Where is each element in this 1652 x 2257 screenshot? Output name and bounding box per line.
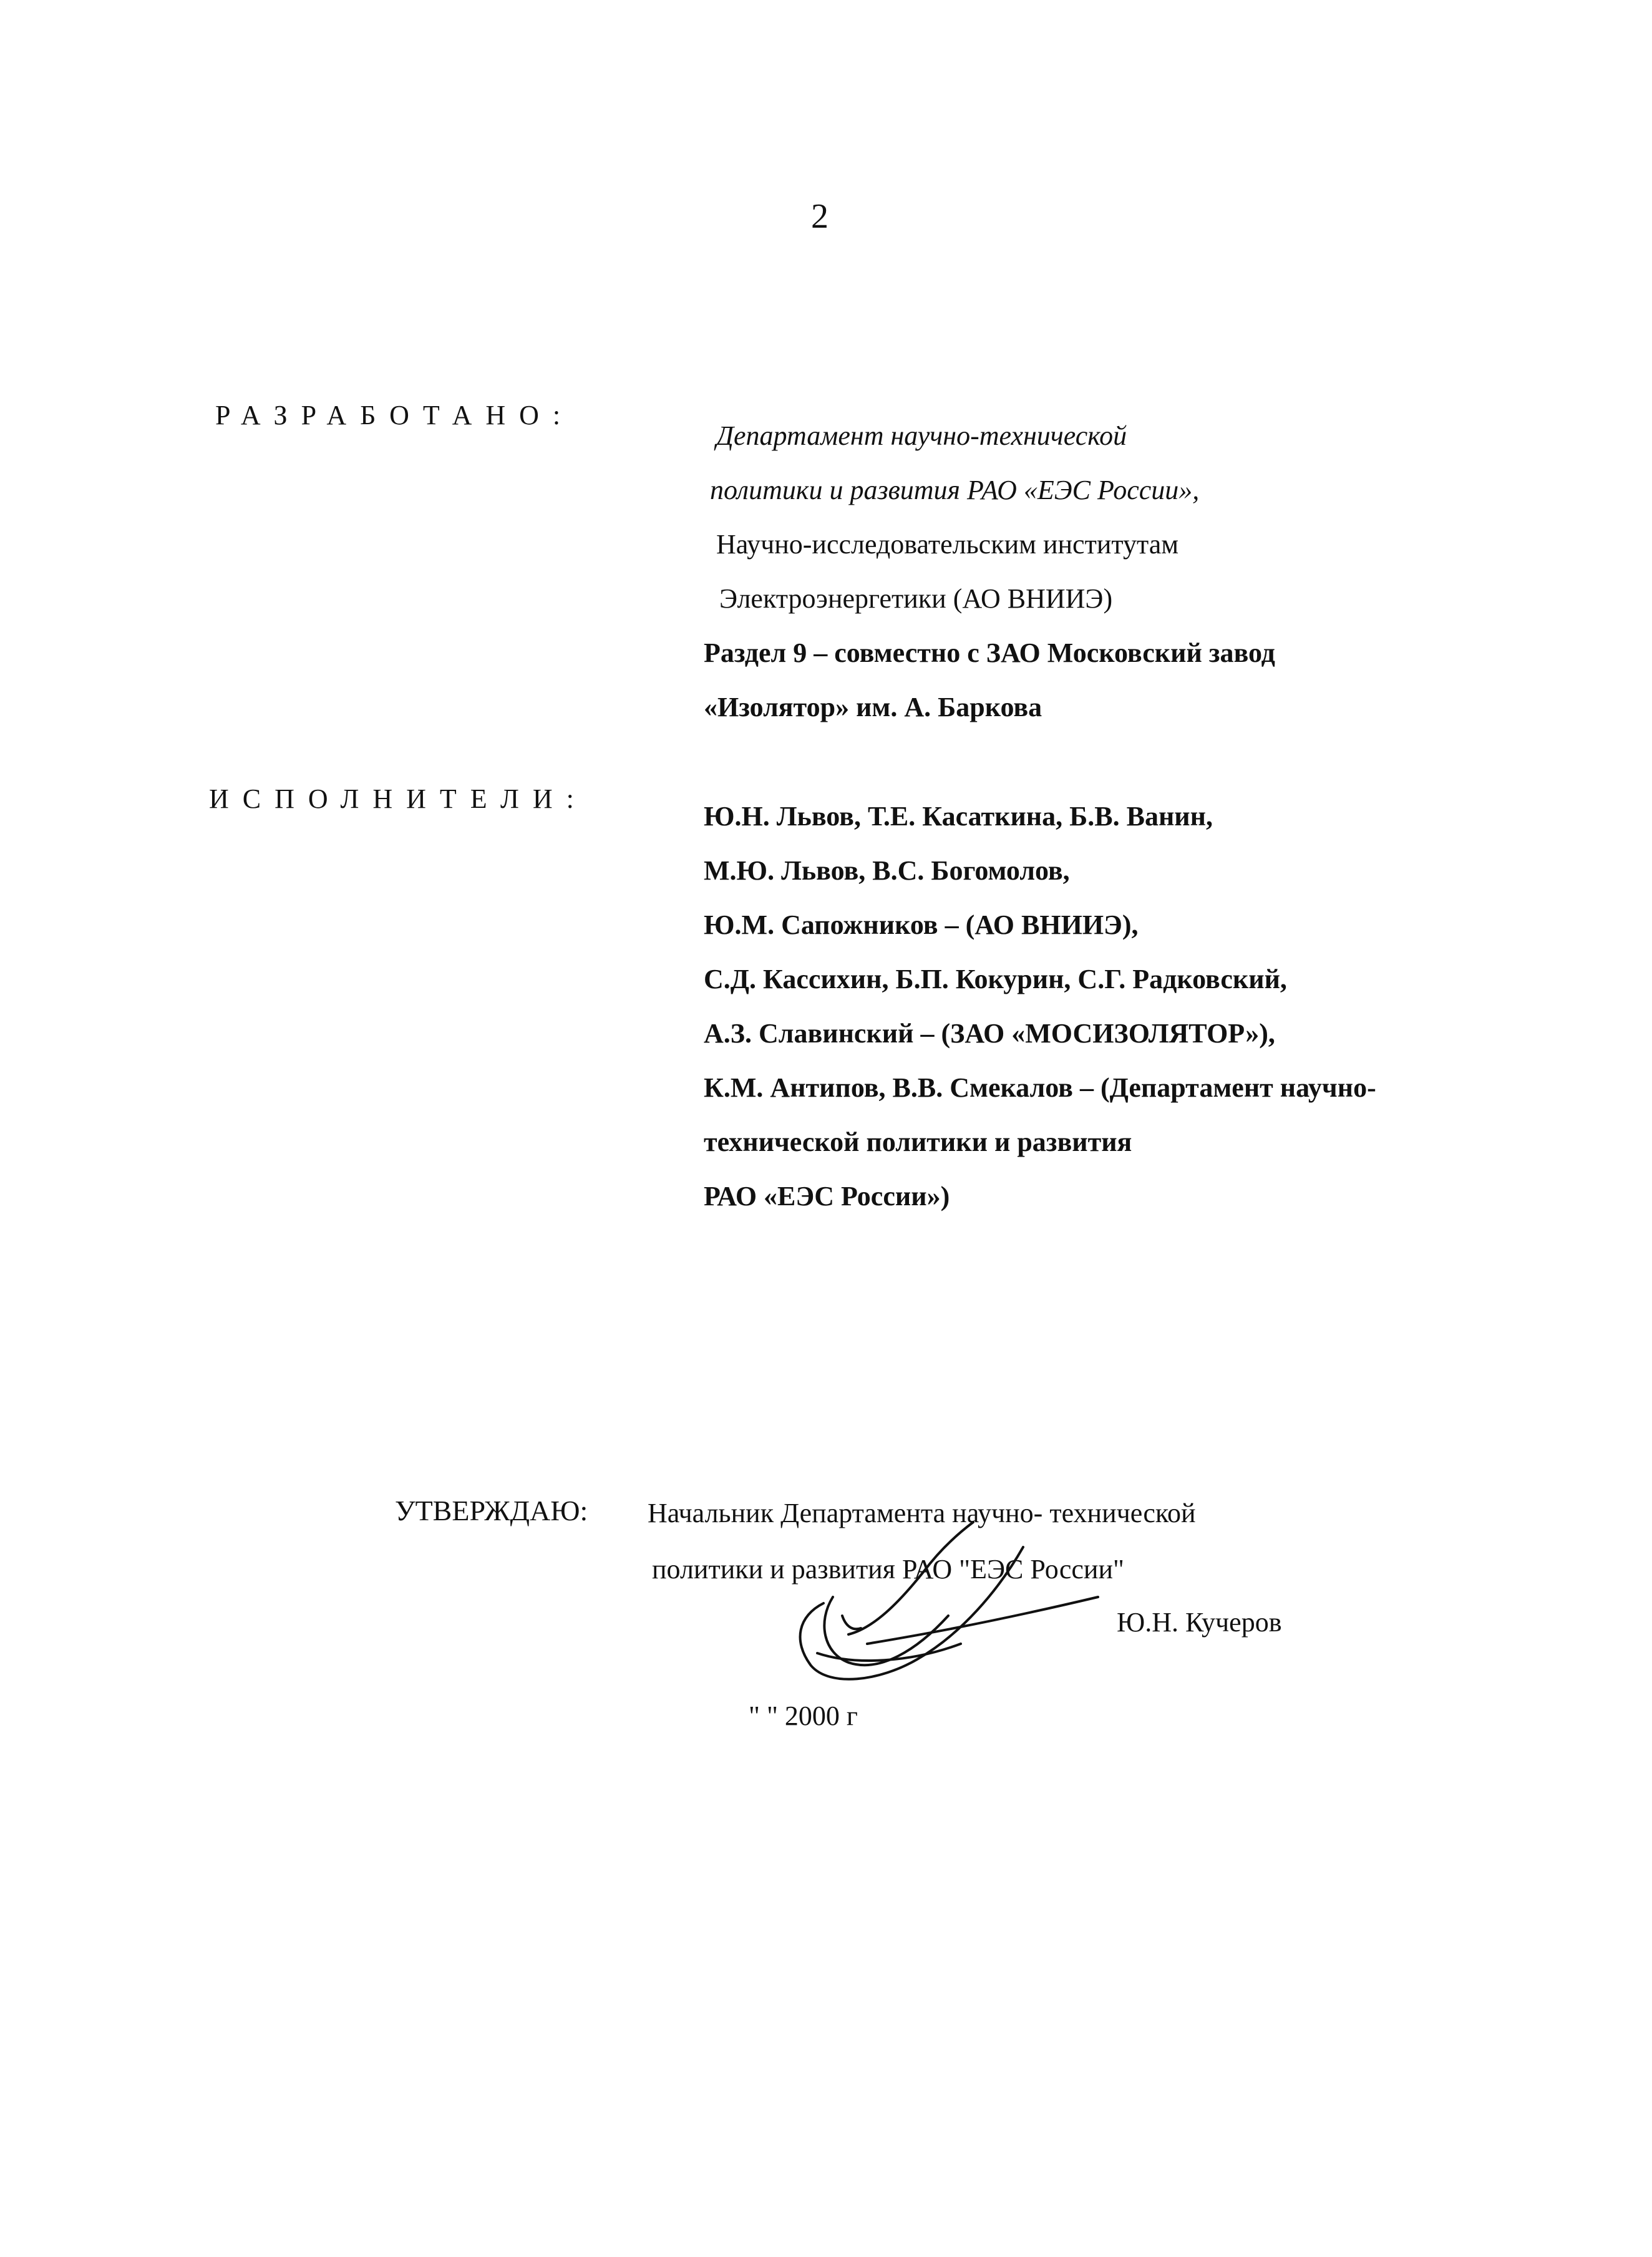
developed-line: Электроэнергетики (АО ВНИИЭ) bbox=[719, 583, 1113, 614]
developed-line: Научно-исследовательским институтам bbox=[716, 529, 1179, 560]
executors-list bbox=[704, 789, 1577, 1223]
executor-line: Ю.М. Сапожников – (АО ВНИИЭ), bbox=[704, 910, 1139, 940]
developed-organizations bbox=[704, 409, 1515, 734]
executors-label: ИСПОЛНИТЕЛИ: bbox=[209, 784, 588, 814]
developed-line: политики и развития РАО «ЕЭС России», bbox=[710, 475, 1200, 505]
approver-title-line2: политики и развития РАО "ЕЭС России" bbox=[652, 1554, 1124, 1585]
approval-label: УТВЕРЖДАЮ: bbox=[395, 1495, 588, 1527]
developed-line: «Изолятор» им. А. Баркова bbox=[704, 692, 1042, 722]
executor-line: С.Д. Кассихин, Б.П. Кокурин, С.Г. Радковский, bbox=[704, 964, 1287, 994]
developed-line: Департамент научно-технической bbox=[716, 420, 1127, 451]
approver-name: Ю.Н. Кучеров bbox=[1117, 1607, 1282, 1638]
page-number: 2 bbox=[811, 197, 828, 236]
developed-line: Раздел 9 – совместно с ЗАО Московский завод bbox=[704, 638, 1275, 668]
approver-title-line1: Начальник Департамента научно- технической bbox=[648, 1498, 1196, 1528]
executor-line: РАО «ЕЭС России») bbox=[704, 1181, 950, 1211]
executor-line: А.З. Славинский – (ЗАО «МОСИЗОЛЯТОР»), bbox=[704, 1018, 1275, 1049]
executor-line: технической политики и развития bbox=[704, 1127, 1132, 1157]
executor-line: К.М. Антипов, В.В. Смекалов – (Департамент научно- bbox=[704, 1072, 1376, 1103]
executor-line: М.Ю. Львов, В.С. Богомолов, bbox=[704, 855, 1070, 886]
executor-line: Ю.Н. Львов, Т.Е. Касаткина, Б.В. Ванин, bbox=[704, 801, 1213, 832]
developed-label: РАЗРАБОТАНО: bbox=[215, 400, 575, 430]
handwritten-signature bbox=[774, 1510, 1123, 1697]
approval-date: " " 2000 г bbox=[749, 1701, 858, 1731]
